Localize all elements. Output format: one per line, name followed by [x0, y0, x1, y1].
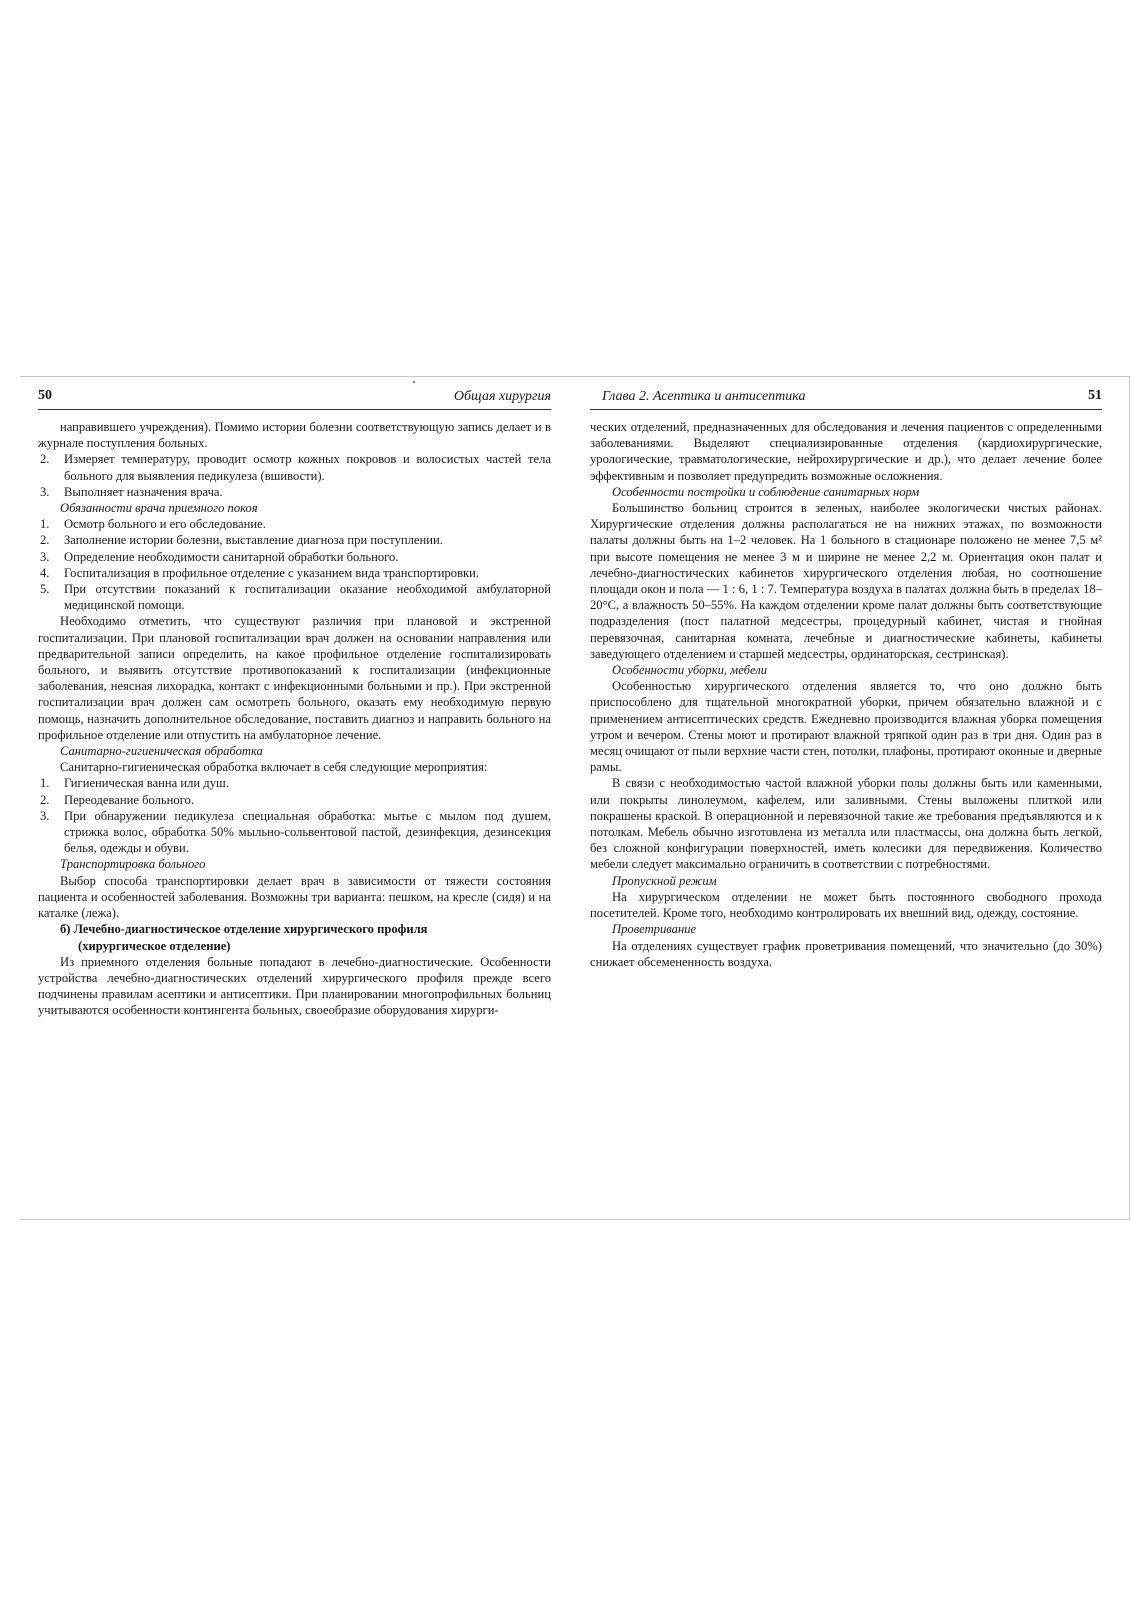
left-running-title: Общая хирургия — [453, 389, 551, 404]
transport-paragraph: Выбор способа транспортировки делает врач в зависимости от тяжести состояния пациента и особенностей заболевания. Возможны три варианта: пешком, на кресле (сидя) и на каталке (лежа). — [38, 873, 551, 921]
list-number: 4. — [40, 565, 50, 580]
construction-paragraph: Большинство больниц строится в зеленых, наиболее экологически чистых районах. Хирургические отделения должны располагаться не на нижних этажах, по возможности палаты должны быть на 1–2 человек. На 1 больного в стационаре положено не менее 7,5 м² при высоте помещения не менее 3 м и ширине не менее 2,2 м. Ориентация окон палат и лечебно-диагностических кабинетов хирургического отделения любая, но соотношение площади окон и пола — 1 : 6, 1 : 7. Температура воздуха в палатах должна быть в пределах 18–20°С, а влажность 50–55%. На каждом отделении кроме палат должны быть соответствующие подразделения (пост палатной медсестры, процедурный кабинет, чистая и гнойная перевязочная, санитарная комната, лечебные и диагностические кабинеты, кабинеты заведующего отделением и старшей медсестры, ординаторская, сестринская). — [590, 501, 1102, 661]
list-number: 3. — [40, 549, 50, 564]
left-running-head — [38, 377, 551, 409]
cleaning-heading: Особенности уборки, мебели — [612, 663, 768, 678]
left-page — [38, 377, 551, 1219]
list-text: Заполнение истории болезни, выставление диагноза при поступлении. — [64, 533, 443, 548]
list-text: Переодевание больного. — [64, 792, 194, 807]
nurse-duties-list — [38, 451, 551, 500]
right-running-title: Глава 2. Асептика и антисептика — [602, 389, 806, 404]
list-item — [38, 581, 551, 613]
list-text: Выполняет назначения врача. — [64, 484, 223, 499]
right-page-content — [590, 419, 1102, 970]
right-page-number: 51 — [1088, 388, 1102, 403]
right-running-head — [590, 377, 1102, 409]
list-text: Осмотр больного и его обследование. — [64, 517, 266, 532]
book-spread — [20, 376, 1130, 1220]
continuation-paragraph: ческих отделений, предназначенных для обследования и лечения пациентов с определенными заболеваниями. Выделяют специализированные отделения (кардиохирургические, урологические, травматологические, нейрохирургические и др.), что делает лечение более эффективным и позволяет предупредить возможные осложнения. — [590, 420, 1102, 483]
list-item — [38, 516, 551, 532]
list-text: Измеряет температуру, проводит осмотр кожных покровов и волосистых частей тела больного для выявления педикулеза (вшивости). — [64, 452, 551, 483]
section-b-heading — [38, 921, 551, 953]
list-item — [38, 808, 551, 857]
list-number: 2. — [40, 452, 50, 467]
sanitary-intro: Санитарно-гигиеническая обработка включает в себя следующие мероприятия: — [60, 760, 488, 775]
ventilation-paragraph: На отделениях существует график проветривания помещений, что значительно (до 30%) снижает обсемененность воздуха. — [590, 938, 1102, 969]
access-paragraph: На хирургическом отделении не может быть постоянного свободного прохода посетителей. Кроме того, необходимо контролировать их внешний вид, одежду, состояние. — [590, 889, 1102, 921]
header-rule — [38, 409, 551, 410]
list-item — [38, 775, 551, 791]
list-number: 3. — [40, 484, 50, 499]
ventilation-heading: Проветривание — [612, 922, 697, 937]
left-page-number: 50 — [38, 388, 52, 403]
list-text: Гигиеническая ванна или душ. — [64, 776, 229, 791]
left-page-content — [38, 419, 551, 1019]
list-text: При отсутствии показаний к госпитализации оказание необходимой амбулаторной медицинской помощи. — [64, 582, 551, 613]
list-number: 1. — [40, 517, 50, 532]
list-item — [38, 484, 551, 500]
list-number: 5. — [40, 582, 50, 597]
intro-paragraph: направившего учреждения). Помимо истории болезни соответствующую запись делает и в журнале поступления больных. — [38, 420, 551, 451]
section-b-subtitle: (хирургическое отделение) — [78, 938, 231, 953]
hospitalization-paragraph: Необходимо отметить, что существуют различия при плановой и экстренной госпитализации. При плановой госпитализации врач должен на основании направления или предварительной записи определить, на какое профильное отделение госпитализировать больного, и выявить отсутствие противопоказаний к госпитализации (инфекционные заболевания, неясная лихорадка, контакт с инфекционными больными и пр.). При экстренной госпитализации врач должен сам осмотреть больного, оказать ему необходимую первую помощь, назначить дополнительное обследование, поставить диагноз и направить больного на профильное отделение или отпустить на амбулаторное лечение. — [38, 614, 551, 742]
list-item — [38, 549, 551, 565]
cleaning-paragraph-1: Особенностью хирургического отделения является то, что оно должно быть приспособлено для тщательной многократной уборки, причем обязательно влажной и с применением антисептических средств. Ежедневно производится влажная уборка помещения утром и вечером. Стены моют и протирают влажной тряпкой один раз в три дня. Один раз в месяц очищают от пыли верхние части стен, потолки, плафоны, протирают оконные и дверные рамы. — [590, 679, 1102, 775]
cleaning-paragraph-2: В связи с необходимостью частой влажной уборки полы должны быть или каменными, или покрыты линолеумом, кафелем, или заливными. Стены выложены плиткой или покрашены краской. В операционной и перевязочной такие же требования предъявляются и к потолкам. Мебель обычно изготовлена из металла или пластмассы, она должна быть легкой, без сложной конфигурации поверхностей, иметь колесики для передвижения. Количество мебели следует максимально ограничить в соответствии с потребностями. — [590, 776, 1102, 872]
list-item — [38, 792, 551, 808]
list-number: 2. — [40, 792, 50, 807]
list-text: При обнаружении педикулеза специальная обработка: мытье с мылом под душем, стрижка волос, обработка 50% мыльно-сольвентовой пастой, дезинфекция, дезинсекция белья, одежды и обуви. — [64, 808, 551, 856]
header-rule — [590, 409, 1102, 410]
right-page — [590, 377, 1102, 1219]
access-heading: Пропускной режим — [612, 873, 717, 888]
list-item — [38, 532, 551, 548]
transport-heading: Транспортировка больного — [60, 857, 206, 872]
list-item — [38, 565, 551, 581]
print-speck — [413, 381, 415, 383]
list-number: 3. — [40, 808, 50, 823]
section-b-title: б) Лечебно-диагностическое отделение хирургического профиля — [60, 922, 428, 937]
list-item — [38, 451, 551, 483]
sanitary-heading: Санитарно-гигиеническая обработка — [60, 744, 263, 759]
sanitary-list — [38, 775, 551, 856]
doctor-duties-list — [38, 516, 551, 613]
list-number: 1. — [40, 776, 50, 791]
construction-heading: Особенности постройки и соблюдение санитарных норм — [612, 484, 920, 499]
list-text: Определение необходимости санитарной обработки больного. — [64, 549, 399, 564]
list-text: Госпитализация в профильное отделение с указанием вида транспортировки. — [64, 565, 480, 580]
list-number: 2. — [40, 533, 50, 548]
section-b-paragraph: Из приемного отделения больные попадают в лечебно-диагностические. Особенности устройства лечебно-диагностических отделений хирургического профиля прежде всего подчинены правилам асептики и антисептики. При планировании многопрофильных больниц учитываются особенности контингента больных, своеобразие оборудования хирурги- — [38, 954, 551, 1018]
doctor-duties-heading: Обязанности врача приемного покоя — [60, 501, 258, 516]
